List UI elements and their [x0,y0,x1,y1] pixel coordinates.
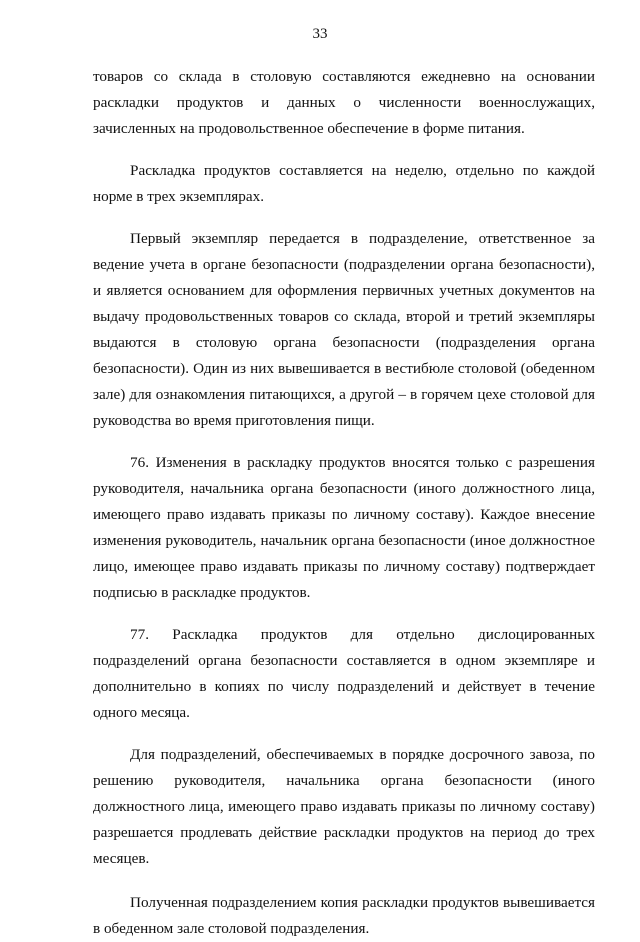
paragraph-7: Полученная подразделением копия раскладки продуктов вывешивается в обеденном зале столовой подразделения. [93,894,595,937]
paragraph-76: 76. Изменения в раскладку продуктов вносятся только с разрешения руководителя, начальника органа безопасности (иного должностного лица, имеющего право издавать приказы по личному составу). Каждое внесение изменения руководитель, начальник органа безопасности (иное должностное лицо, имеющее право издавать приказы по личному составу) подтверждает подписью в раскладке продуктов. [93,454,595,601]
page-number: 33 [312,26,328,42]
paragraph-2: Раскладка продуктов составляется на неделю, отдельно по каждой норме в трех экземплярах. [93,162,595,205]
paragraph-6: Для подразделений, обеспечиваемых в порядке досрочного завоза, по решению руководителя, начальника органа безопасности (иного должностного лица, имеющего право издавать приказы по личному составу) разрешается продлевать действие раскладки продуктов на период до трех месяцев. [93,746,595,867]
paragraph-1: товаров со склада в столовую составляются ежедневно на основании раскладки продуктов и данных о численности военнослужащих, зачисленных на продовольственное обеспечение в форме питания. [93,68,595,137]
paragraph-3: Первый экземпляр передается в подразделение, ответственное за ведение учета в органе безопасности (подразделении органа безопасности), и является основанием для оформления первичных учетных документов на выдачу продовольственных товаров со склада, второй и третий экземпляры выдаются в столовую органа безопасности (подразделения органа безопасности). Один из них вывешивается в вестибюле столовой (обеденном зале) для ознакомления питающихся, а другой – в горячем цехе столовой для руководства во время приготовления пищи. [93,230,595,429]
paragraph-77: 77. Раскладка продуктов для отдельно дислоцированных подразделений органа безопасности составляется в одном экземпляре и дополнительно в копиях по числу подразделений и действует в течение одного месяца. [93,626,595,721]
document-body [93,64,595,942]
